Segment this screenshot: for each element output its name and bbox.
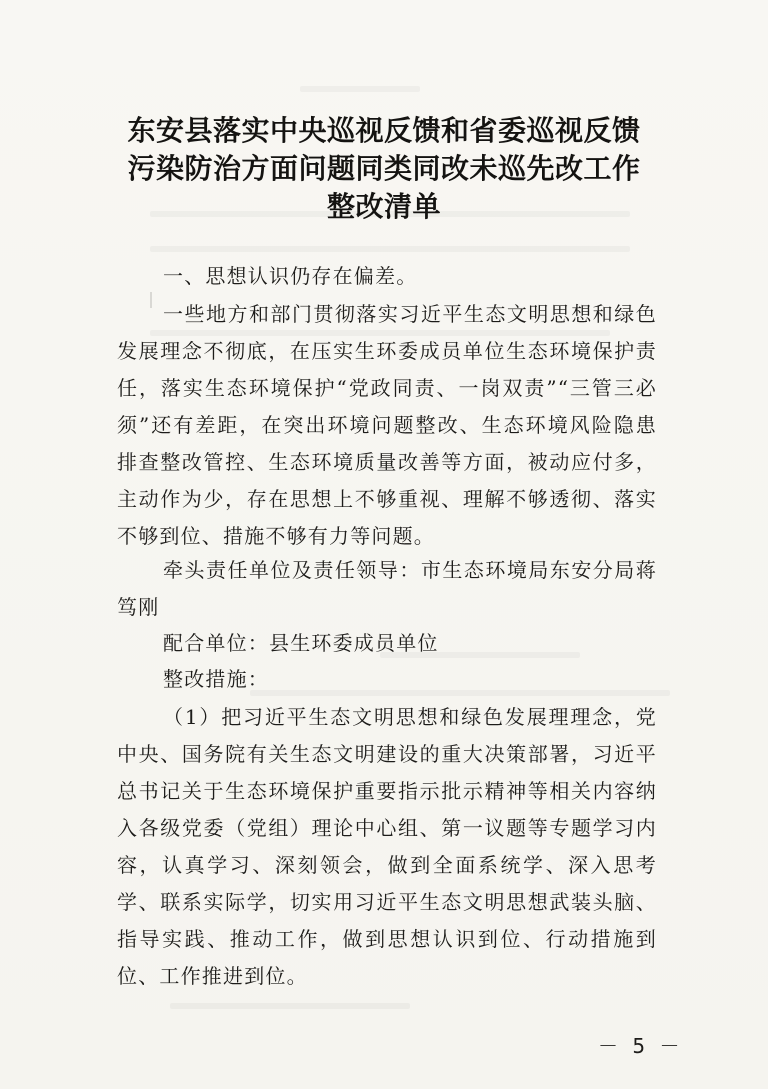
- lead-responsible-unit: 牵头责任单位及责任领导：市生态环境局东安分局蒋笃刚: [117, 558, 657, 619]
- section-heading: 一、思想认识仍存在偏差。: [163, 264, 418, 288]
- bleed-mark: [300, 86, 420, 92]
- document-title-line-2: 污染防治方面问题同类同改未巡先改工作: [127, 152, 641, 185]
- document-title-line-3: 整改清单: [326, 190, 441, 223]
- support-unit: 配合单位：县生环委成员单位: [163, 631, 439, 655]
- section-description: 一些地方和部门贯彻落实习近平生态文明思想和绿色发展理念不彻底，在压实生环委成员单位生态环境保护责任，落实生态环境保护“党政同责、一岗双责”“三管三必须”还有差距，在突出环境问题整改、生态环境风险隐患排查整改管控、生态环境质量改善等方面，被动应付多，主动作为少，存在思想上不够重视、理解不够透彻、落实不够到位、措施不够有力等问题。: [117, 302, 657, 548]
- measure-item-1: （1）把习近平生态文明思想和绿色发展理理念，党中央、国务院有关生态文明建设的重大决策部署，习近平总书记关于生态环境保护重要指示批示精神等相关内容纳入各级党委（党组）理论中心组、第一议题等专题学习内容，认真学习、深刻领会，做到全面系统学、深入思考学、联系实际学，切实用习近平生态文明思想武装头脑、指导实践、推动工作，做到思想认识到位、行动措施到位、工作推进到位。: [117, 705, 657, 988]
- measures-label: 整改措施：: [163, 667, 269, 691]
- document-title-line-1: 东安县落实中央巡视反馈和省委巡视反馈: [127, 114, 641, 147]
- bleed-mark: [170, 1003, 410, 1009]
- bleed-mark: [150, 246, 630, 252]
- page-number: － 5 －: [598, 1034, 684, 1058]
- bleed-mark: [250, 690, 670, 696]
